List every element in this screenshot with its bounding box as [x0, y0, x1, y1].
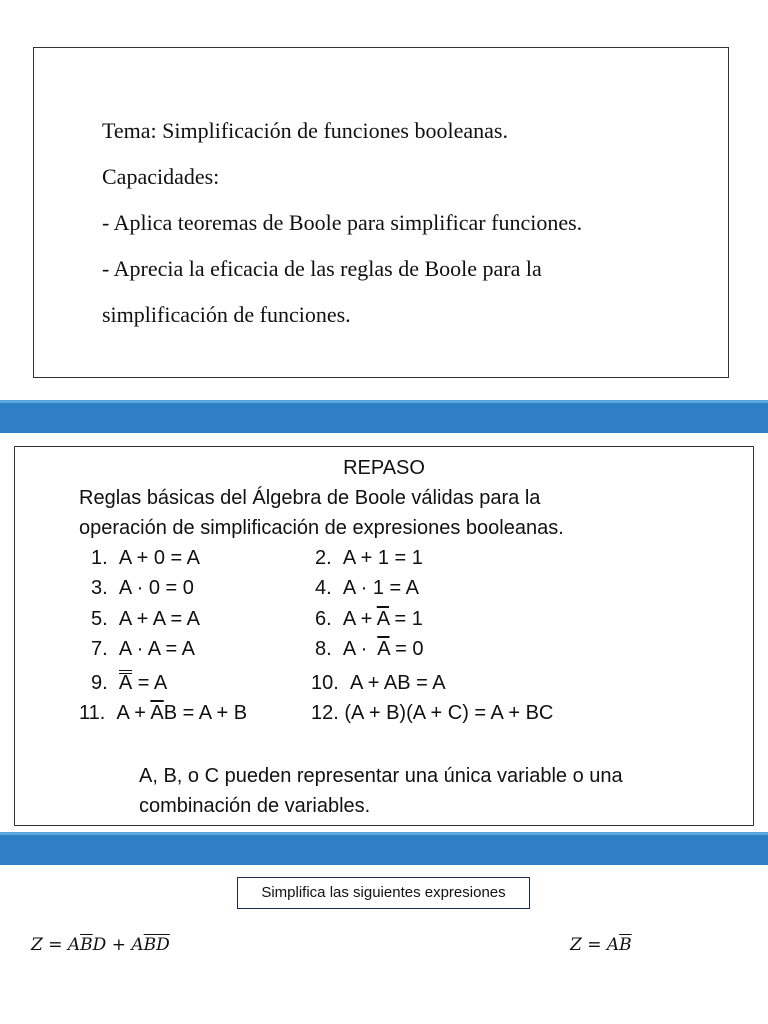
- capacity-item-1: - Aplica teoremas de Boole para simplificar funciones.: [102, 210, 583, 235]
- rule-number: 12.: [311, 702, 339, 724]
- exercise-title: Simplifica las siguientes expresiones: [237, 877, 530, 909]
- rule-1: [91, 543, 200, 573]
- math-negated-var: $\overline{B}$: [80, 935, 93, 955]
- review-intro-line-1: Reglas básicas del Álgebra de Boole válidas para la: [79, 487, 541, 509]
- math-negated-var: $\overline{D}$: [156, 935, 170, 955]
- rule-number: 2.: [315, 547, 332, 569]
- review-note-line-1: A, B, o C pueden representar una única variable o una: [139, 765, 623, 787]
- math-negated-var: $\overline{B}$: [143, 935, 157, 955]
- divider-bar-bottom: [0, 832, 768, 865]
- rule-number: 7.: [91, 638, 108, 660]
- rule-expression: A + AB = A: [349, 672, 446, 694]
- capacities-heading: Capacidades:: [102, 164, 220, 189]
- rule-10: [311, 668, 446, 698]
- topic-lines: [102, 108, 582, 338]
- math-var: Z: [570, 935, 582, 955]
- rule-number: 1.: [91, 547, 108, 569]
- rule-12: [311, 698, 553, 728]
- math-var: Z: [31, 935, 43, 955]
- rule-negated-var: $\overline{A}$: [376, 608, 389, 630]
- math-var: A: [606, 935, 620, 955]
- capacity-item-2: - Aprecia la eficacia de las reglas de Boole para la: [102, 256, 542, 281]
- rule-7: [91, 634, 195, 664]
- rule-6: [315, 604, 423, 634]
- rule-expression-rest: = A: [132, 672, 168, 694]
- rule-number: 4.: [315, 577, 332, 599]
- rule-expression-rest: = 0: [389, 638, 424, 660]
- review-intro-line-2: operación de simplificación de expresiones booleanas.: [79, 517, 564, 539]
- math-operator: =: [581, 935, 607, 955]
- rule-number: 9.: [91, 672, 108, 694]
- rule-expression: (A + B)(A + C) = A + BC: [344, 702, 554, 724]
- rule-number: 8.: [315, 638, 332, 660]
- capacity-item-2-cont: simplificación de funciones.: [102, 302, 351, 327]
- math-var: D: [92, 935, 107, 955]
- rule-expression: A · A = A: [118, 638, 195, 660]
- topic-box: [33, 47, 729, 378]
- rule-4: [315, 573, 419, 603]
- math-operator: =: [42, 935, 68, 955]
- exercise-expression-1: [31, 934, 170, 956]
- math-negated-var: $\overline{B}$: [619, 935, 632, 955]
- rule-8: [315, 634, 423, 664]
- rule-3: [91, 573, 194, 603]
- review-note: [139, 761, 623, 821]
- rule-2: [315, 543, 423, 573]
- review-box: [14, 446, 754, 826]
- rule-5: [91, 604, 200, 634]
- math-operator: +: [106, 935, 132, 955]
- rule-negated-var: $\overline{A}$: [377, 638, 390, 660]
- topic-title: Tema: Simplificación de funciones booleanas.: [102, 118, 508, 143]
- rule-expression: A +: [116, 702, 151, 724]
- divider-bar-top: [0, 400, 768, 433]
- rule-number: 5.: [91, 608, 108, 630]
- exercise-answer-1: [570, 934, 632, 956]
- rule-expression: A · 1 = A: [342, 577, 419, 599]
- rule-9: [91, 668, 167, 698]
- math-var: A: [131, 935, 144, 955]
- rule-expression: A ·: [342, 638, 378, 660]
- rule-number: 3.: [91, 577, 108, 599]
- rule-expression-rest: B = A + B: [163, 702, 248, 724]
- rule-11: [79, 698, 247, 728]
- rule-negated-var: $\overline{A}$: [150, 702, 164, 724]
- review-note-line-2: combinación de variables.: [139, 795, 371, 817]
- rule-expression: A +: [342, 608, 377, 630]
- review-intro: [79, 483, 564, 543]
- rule-expression-rest: = 1: [389, 608, 423, 630]
- rule-expression: A + A = A: [118, 608, 201, 630]
- rule-expression: A + 0 = A: [118, 547, 200, 569]
- rule-number: 11.: [79, 702, 106, 724]
- math-var: A: [67, 935, 81, 955]
- rule-double-negated-var: A: [119, 668, 132, 698]
- rule-number: 10.: [311, 672, 339, 694]
- review-heading: REPASO: [343, 457, 425, 479]
- rule-expression: A · 0 = 0: [118, 577, 194, 599]
- rule-expression: A + 1 = 1: [342, 547, 423, 569]
- rule-number: 6.: [315, 608, 332, 630]
